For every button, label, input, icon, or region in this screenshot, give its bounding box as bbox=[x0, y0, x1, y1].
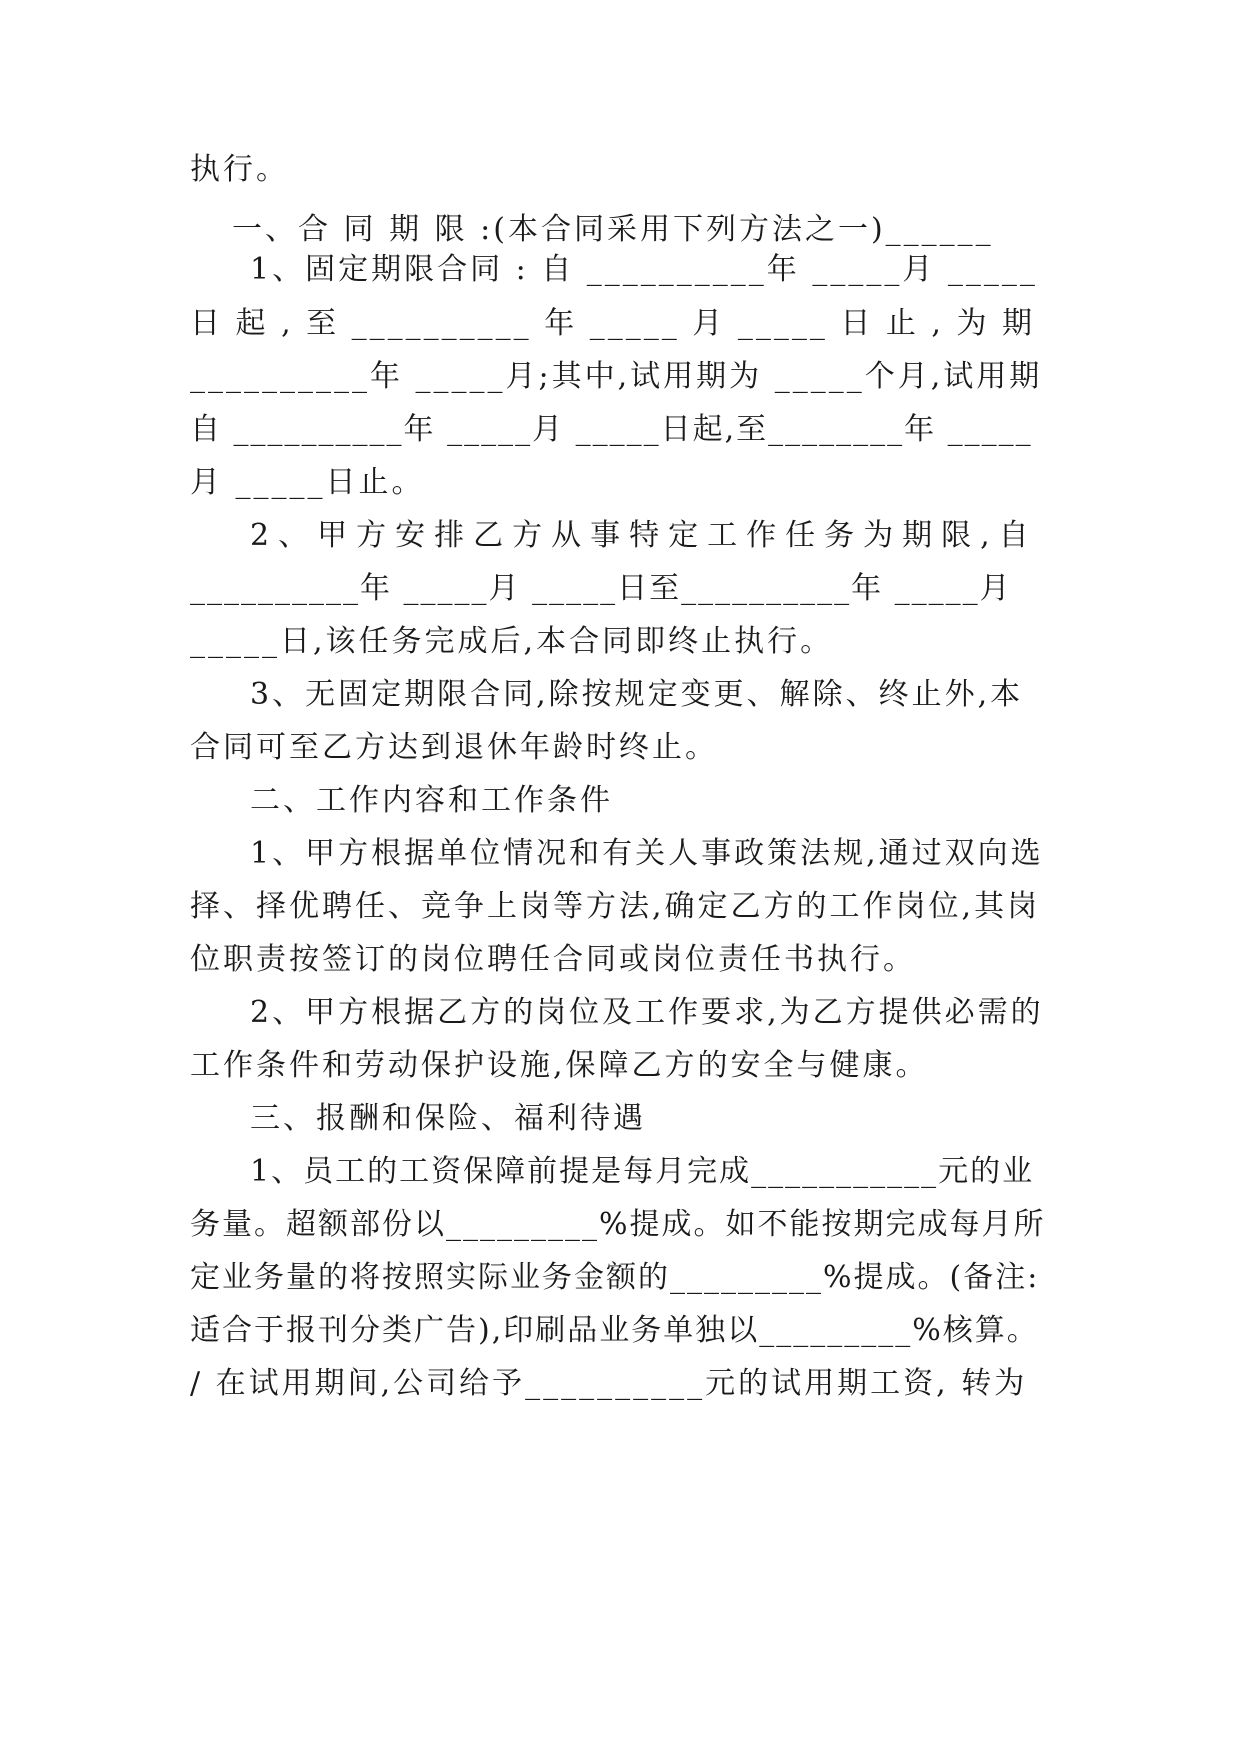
text-line: 1、甲方根据单位情况和有关人事政策法规,通过双向选 bbox=[250, 836, 1044, 871]
text-line: 务量。超额部份以_________%提成。如不能按期完成每月所 bbox=[190, 1207, 1046, 1242]
text-line: 3、无固定期限合同,除按规定变更、解除、终止外,本 bbox=[250, 677, 1024, 712]
text-line: _____日,该任务完成后,本合同即终止执行。 bbox=[190, 624, 834, 659]
text-line: 合同可至乙方达到退休年龄时终止。 bbox=[190, 730, 718, 765]
text-line: 位职责按签订的岗位聘任合同或岗位责任书执行。 bbox=[190, 942, 916, 977]
text-line: 2、甲方安排乙方从事特定工作任务为期限,自 bbox=[250, 518, 1038, 553]
section-heading: 三、报酬和保险、福利待遇 bbox=[250, 1101, 646, 1136]
section-heading: 一、合 同 期 限 :(本合同采用下列方法之一)______ bbox=[232, 212, 994, 247]
text-line: 日 起 , 至 __________ 年 _____ 月 _____ 日 止 , 为 期 bbox=[190, 306, 1036, 341]
text-line: 月 _____日止。 bbox=[190, 465, 425, 500]
text-line: __________年 _____月;其中,试用期为 _____个月,试用期 bbox=[190, 359, 1043, 394]
text-line: 执行。 bbox=[190, 152, 289, 187]
text-line: 2、甲方根据乙方的岗位及工作要求,为乙方提供必需的 bbox=[250, 995, 1044, 1030]
section-heading: 二、工作内容和工作条件 bbox=[250, 783, 613, 818]
text-line: 1、员工的工资保障前提是每月完成___________元的业 bbox=[250, 1154, 1035, 1189]
text-line: 1、固定期限合同 : 自 __________年 _____月 _____ bbox=[250, 252, 1038, 287]
text-line: __________年 _____月 _____日至__________年 _____月 bbox=[190, 571, 1012, 606]
text-line: 定业务量的将按照实际业务金额的_________%提成。(备注: bbox=[190, 1260, 1040, 1295]
text-line: 工作条件和劳动保护设施,保障乙方的安全与健康。 bbox=[190, 1048, 929, 1083]
text-line: 自 __________年 _____月 _____日起,至________年 _____ bbox=[190, 412, 1033, 447]
text-line: 适合于报刊分类广告),印刷品业务单独以_________%核算。 bbox=[190, 1313, 1039, 1348]
text-line: 择、择优聘任、竞争上岗等方法,确定乙方的工作岗位,其岗 bbox=[190, 889, 1041, 924]
text-line: / 在试用期间,公司给予__________元的试用期工资, 转为 bbox=[190, 1366, 1028, 1401]
